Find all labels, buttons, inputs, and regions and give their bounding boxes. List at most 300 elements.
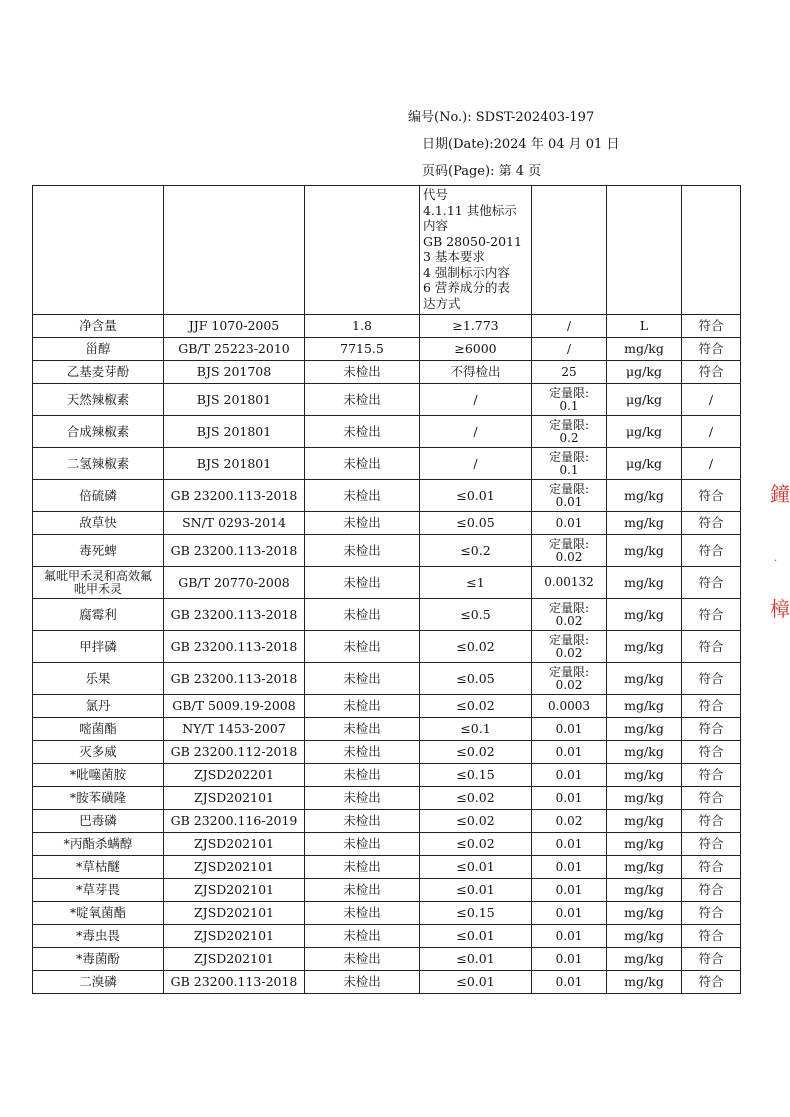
verdict-cell [682,741,741,764]
verdict-text: 符合 [698,813,724,828]
standard-limit-cell [420,810,532,833]
item-name-text: 乐果 [85,670,111,686]
test-method-cell [164,663,305,695]
test-result-cell [305,948,420,971]
unit-text: mg/kg [624,790,664,805]
detection-limit-text: 0.01 [555,836,583,851]
test-result-text: 未检出 [343,638,381,654]
empty-cell [305,186,420,315]
unit-text: μg/kg [626,391,662,407]
page-number: 页码(Page): 第 4 页 [422,164,542,179]
test-result-text: 未检出 [343,928,381,943]
detection-limit-cell [532,948,607,971]
table-row [33,787,741,810]
verdict-text: 符合 [698,721,724,736]
standard-limit-cell [420,416,532,448]
test-result-cell [305,971,420,994]
detection-limit-text: 0.1 [559,398,579,413]
verdict-cell [682,599,741,631]
unit-text: mg/kg [624,928,664,943]
verdict-cell [682,315,741,338]
item-name-cell [33,695,164,718]
detection-limit-cell [532,925,607,948]
verdict-text: 符合 [698,574,724,590]
item-name-text: 倍硫磷 [79,487,117,503]
table-row [33,971,741,994]
test-method-text: ZJSD202201 [194,767,274,782]
item-name-text: 氟吡甲禾灵和高效氟 [43,568,152,583]
verdict-text: 符合 [698,606,724,622]
unit-cell [607,695,682,718]
test-method-cell [164,448,305,480]
unit-cell [607,338,682,361]
test-method-cell [164,567,305,599]
test-result-cell [305,315,420,338]
unit-cell [607,384,682,416]
item-name-text: 二氢辣椒素 [66,455,130,471]
detection-limit-text: 0.01 [555,744,583,759]
verdict-cell [682,902,741,925]
test-method-cell [164,361,305,384]
unit-text: mg/kg [624,905,664,920]
verdict-text: 符合 [698,974,724,989]
standard-limit-text: ≤0.15 [456,905,495,920]
item-name-text: 甲拌磷 [79,638,117,654]
item-name-text: 二溴磷 [79,974,117,989]
test-result-text: 未检出 [343,670,381,686]
item-name-text: 天然辣椒素 [66,391,130,407]
test-method-cell [164,856,305,879]
detection-limit-text: 0.0003 [548,698,590,713]
item-name-text: 巴毒磷 [79,813,117,828]
test-method-cell [164,718,305,741]
detection-limit-cell [532,695,607,718]
standard-limit-text: ≤0.01 [456,951,495,966]
item-name-cell [33,315,164,338]
table-row [33,925,741,948]
item-name-cell [33,902,164,925]
unit-cell [607,902,682,925]
verdict-text: 符合 [698,882,724,897]
test-result-text: 未检出 [343,515,381,530]
unit-cell [607,856,682,879]
table-row [33,631,741,663]
intro-line: 4.1.11 其他标示 [423,202,517,218]
verdict-text: 符合 [698,341,724,356]
item-name-cell [33,833,164,856]
test-method-text: BJS 201801 [196,455,272,471]
unit-text: μg/kg [626,364,662,379]
test-result-cell [305,338,420,361]
standard-limit-cell [420,764,532,787]
detection-limit-text: 0.02 [555,549,583,564]
red-seal-stamp [768,478,790,638]
detection-limit-text: / [566,341,572,356]
table-row [33,512,741,535]
verdict-text: 符合 [698,698,724,713]
verdict-cell [682,448,741,480]
standard-limit-text: ≤0.2 [460,542,491,558]
standard-limit-text: ≤0.02 [456,790,495,805]
unit-text: mg/kg [624,515,664,530]
unit-cell [607,416,682,448]
detection-limit-text: 0.02 [555,677,583,692]
verdict-text: 符合 [698,487,724,503]
item-name-cell [33,338,164,361]
item-name-cell [33,879,164,902]
table-row [33,416,741,448]
standard-limit-cell [420,663,532,695]
unit-cell [607,810,682,833]
standard-limit-cell [420,315,532,338]
test-method-text: BJS 201801 [196,423,272,439]
test-result-cell [305,599,420,631]
unit-text: mg/kg [624,606,664,622]
detection-limit-text: 0.01 [555,905,583,920]
detection-limit-text: 定量限: [548,385,590,400]
item-name-text: 氯丹 [85,698,111,713]
item-name-cell [33,567,164,599]
item-name-text: 嘧菌酯 [79,721,117,736]
unit-cell [607,833,682,856]
standard-limit-text: ≤0.01 [456,882,495,897]
test-result-text: 未检出 [343,974,381,989]
test-result-text: 未检出 [343,606,381,622]
table-row [33,741,741,764]
verdict-text: 符合 [698,928,724,943]
verdict-cell [682,535,741,567]
test-result-text: 未检出 [343,542,381,558]
test-method-text: GB/T 25223-2010 [178,341,290,356]
test-method-text: SN/T 0293-2014 [182,515,286,530]
unit-text: mg/kg [624,487,664,503]
test-result-text: 7715.5 [340,341,384,356]
test-method-cell [164,384,305,416]
report-number: 编号(No.): SDST-202403-197 [408,110,595,125]
test-method-cell [164,902,305,925]
detection-limit-cell [532,315,607,338]
detection-limit-cell [532,902,607,925]
item-name-text: 腐霉利 [79,606,117,622]
test-result-text: 未检出 [343,364,381,379]
standard-limit-text: / [473,423,478,439]
test-method-text: GB 23200.113-2018 [170,606,298,622]
unit-cell [607,535,682,567]
item-name-text: *毒菌酚 [76,951,120,966]
test-result-text: 未检出 [343,487,381,503]
standard-limit-cell [420,925,532,948]
item-name-cell [33,764,164,787]
test-method-cell [164,416,305,448]
standard-limit-cell [420,971,532,994]
intro-line: GB 28050-2011 [423,233,522,249]
unit-cell [607,315,682,338]
table-row [33,948,741,971]
item-name-cell [33,741,164,764]
report-date: 日期(Date):2024 年 04 月 01 日 [422,137,620,152]
unit-cell [607,361,682,384]
test-result-text: 未检出 [343,455,381,471]
detection-limit-cell [532,338,607,361]
unit-text: mg/kg [624,882,664,897]
standard-requirements-cell [420,186,532,315]
unit-cell [607,879,682,902]
intro-line: 代号 [423,187,449,202]
test-result-cell [305,663,420,695]
test-result-cell [305,787,420,810]
unit-cell [607,764,682,787]
test-method-cell [164,787,305,810]
unit-cell [607,567,682,599]
detection-limit-text: 0.01 [555,515,583,530]
standard-limit-cell [420,695,532,718]
test-method-text: GB 23200.112-2018 [170,744,298,759]
detection-limit-text: 0.01 [555,494,583,509]
table-row [33,856,741,879]
item-name-cell [33,416,164,448]
standard-limit-cell [420,879,532,902]
test-result-cell [305,480,420,512]
stamp-glyph: · [774,556,778,567]
test-method-text: BJS 201708 [196,364,272,379]
test-method-text: GB 23200.113-2018 [170,670,298,686]
test-method-cell [164,971,305,994]
test-method-cell [164,535,305,567]
detection-limit-cell [532,971,607,994]
unit-cell [607,787,682,810]
standard-limit-cell [420,948,532,971]
test-result-text: 未检出 [343,882,381,897]
verdict-text: 符合 [698,951,724,966]
verdict-text: 符合 [698,767,724,782]
unit-text: mg/kg [624,859,664,874]
detection-limit-text: 0.02 [555,645,583,660]
test-method-text: GB 23200.113-2018 [170,974,298,989]
test-method-text: ZJSD202101 [194,905,274,920]
verdict-text: 符合 [698,836,724,851]
detection-limit-text: 定量限: [548,536,590,551]
table-row-intro [33,186,741,315]
test-method-text: ZJSD202101 [194,882,274,897]
verdict-cell [682,663,741,695]
test-result-cell [305,695,420,718]
verdict-cell [682,512,741,535]
intro-line: 内容 [423,218,449,233]
item-name-cell [33,599,164,631]
item-name-cell [33,631,164,663]
standard-limit-text: ≤0.02 [456,744,495,759]
detection-limit-cell [532,384,607,416]
item-name-cell [33,718,164,741]
standard-limit-text: ≤0.02 [456,836,495,851]
test-method-text: GB 23200.116-2019 [170,813,298,828]
test-method-text: ZJSD202101 [194,836,274,851]
item-name-text: *毒虫畏 [76,928,120,943]
test-result-cell [305,902,420,925]
test-result-cell [305,384,420,416]
item-name-cell [33,948,164,971]
table-row [33,718,741,741]
test-result-cell [305,535,420,567]
verdict-cell [682,856,741,879]
test-result-cell [305,764,420,787]
test-result-text: 未检出 [343,859,381,874]
standard-limit-cell [420,787,532,810]
verdict-text: 符合 [698,859,724,874]
test-result-cell [305,416,420,448]
standard-limit-cell [420,384,532,416]
verdict-text: 符合 [698,542,724,558]
table-row [33,833,741,856]
test-result-text: 未检出 [343,790,381,805]
verdict-cell [682,718,741,741]
verdict-text: / [708,423,714,439]
unit-text: mg/kg [624,974,664,989]
verdict-text: / [708,391,714,407]
verdict-text: 符合 [698,638,724,654]
unit-text: mg/kg [624,542,664,558]
standard-limit-text: ≤0.01 [456,928,495,943]
test-method-text: ZJSD202101 [194,859,274,874]
test-method-cell [164,695,305,718]
standard-limit-text: ≤0.01 [456,859,495,874]
test-method-text: GB/T 5009.19-2008 [172,698,296,713]
standard-limit-text: ≤0.01 [456,487,495,503]
table-row [33,338,741,361]
unit-text: mg/kg [624,721,664,736]
test-result-cell [305,856,420,879]
verdict-cell [682,764,741,787]
test-method-cell [164,879,305,902]
detection-limit-text: 0.01 [555,882,583,897]
standard-limit-text: ≤0.02 [456,813,495,828]
item-name-text: 乙基麦芽酚 [66,364,130,379]
test-method-text: GB 23200.113-2018 [170,487,298,503]
detection-limit-text: 定量限: [548,481,590,496]
standard-limit-cell [420,361,532,384]
table-row [33,315,741,338]
item-name-cell [33,480,164,512]
intro-line: 达方式 [423,295,461,311]
unit-cell [607,631,682,663]
test-result-cell [305,512,420,535]
item-name-text: 甾醇 [85,341,111,356]
standard-limit-text: ≤0.02 [456,698,495,713]
item-name-cell [33,810,164,833]
detection-limit-cell [532,764,607,787]
unit-text: mg/kg [624,951,664,966]
standard-limit-text: ≤0.01 [456,974,495,989]
unit-text: mg/kg [624,698,664,713]
detection-limit-cell [532,512,607,535]
table-row [33,879,741,902]
test-method-cell [164,599,305,631]
test-method-cell [164,833,305,856]
test-method-text: GB 23200.113-2018 [170,638,298,654]
unit-cell [607,448,682,480]
detection-limit-text: 0.02 [555,813,583,828]
standard-limit-text: / [473,455,478,471]
verdict-cell [682,384,741,416]
table-row [33,902,741,925]
unit-text: mg/kg [624,341,664,356]
standard-limit-cell [420,338,532,361]
verdict-text: 符合 [698,364,724,379]
verdict-cell [682,361,741,384]
detection-limit-cell [532,361,607,384]
test-result-text: 未检出 [343,951,381,966]
item-name-text: 毒死蜱 [79,542,117,558]
test-result-cell [305,925,420,948]
detection-limit-text: 0.01 [555,767,583,782]
detection-limit-text: 0.00132 [544,575,594,589]
standard-limit-cell [420,512,532,535]
test-result-text: 未检出 [343,905,381,920]
test-method-text: GB 23200.113-2018 [170,542,298,558]
test-result-text: 未检出 [343,391,381,407]
detection-limit-text: 0.1 [559,462,579,477]
verdict-cell [682,787,741,810]
test-method-cell [164,512,305,535]
item-name-cell [33,384,164,416]
unit-cell [607,741,682,764]
item-name-cell [33,663,164,695]
detection-limit-cell [532,535,607,567]
test-method-cell [164,480,305,512]
standard-limit-cell [420,480,532,512]
item-name-cell [33,512,164,535]
table-row [33,448,741,480]
standard-limit-text: ≤0.05 [456,670,495,686]
test-result-text: 未检出 [343,574,381,590]
test-method-cell [164,948,305,971]
verdict-cell [682,695,741,718]
item-name-cell [33,361,164,384]
unit-cell [607,599,682,631]
empty-cell [532,186,607,315]
unit-text: mg/kg [624,836,664,851]
verdict-text: 符合 [698,905,724,920]
table-row [33,599,741,631]
detection-limit-cell [532,416,607,448]
intro-line: 6 营养成分的表 [423,280,510,295]
verdict-cell [682,948,741,971]
unit-text: mg/kg [624,744,664,759]
item-name-text: 吡甲禾灵 [73,581,122,596]
table-row [33,695,741,718]
item-name-text: *啶氧菌酯 [69,905,127,920]
table-row [33,567,741,599]
detection-limit-cell [532,833,607,856]
stamp-glyph: 鐘 [770,482,790,506]
standard-limit-cell [420,448,532,480]
standard-limit-text: ≥6000 [454,341,497,356]
standard-limit-text: ≤0.1 [460,721,491,736]
verdict-text: 符合 [698,515,724,530]
unit-text: μg/kg [626,423,662,439]
test-method-cell [164,741,305,764]
item-name-text: 灭多威 [79,744,117,759]
detection-limit-text: 定量限: [548,449,590,464]
test-result-text: 未检出 [343,767,381,782]
report-header [400,104,640,185]
test-result-cell [305,718,420,741]
detection-limit-text: 25 [561,364,577,379]
verdict-text: 符合 [698,670,724,686]
verdict-text: 符合 [698,790,724,805]
unit-text: mg/kg [624,638,664,654]
standard-limit-text: ≤0.5 [460,606,491,622]
